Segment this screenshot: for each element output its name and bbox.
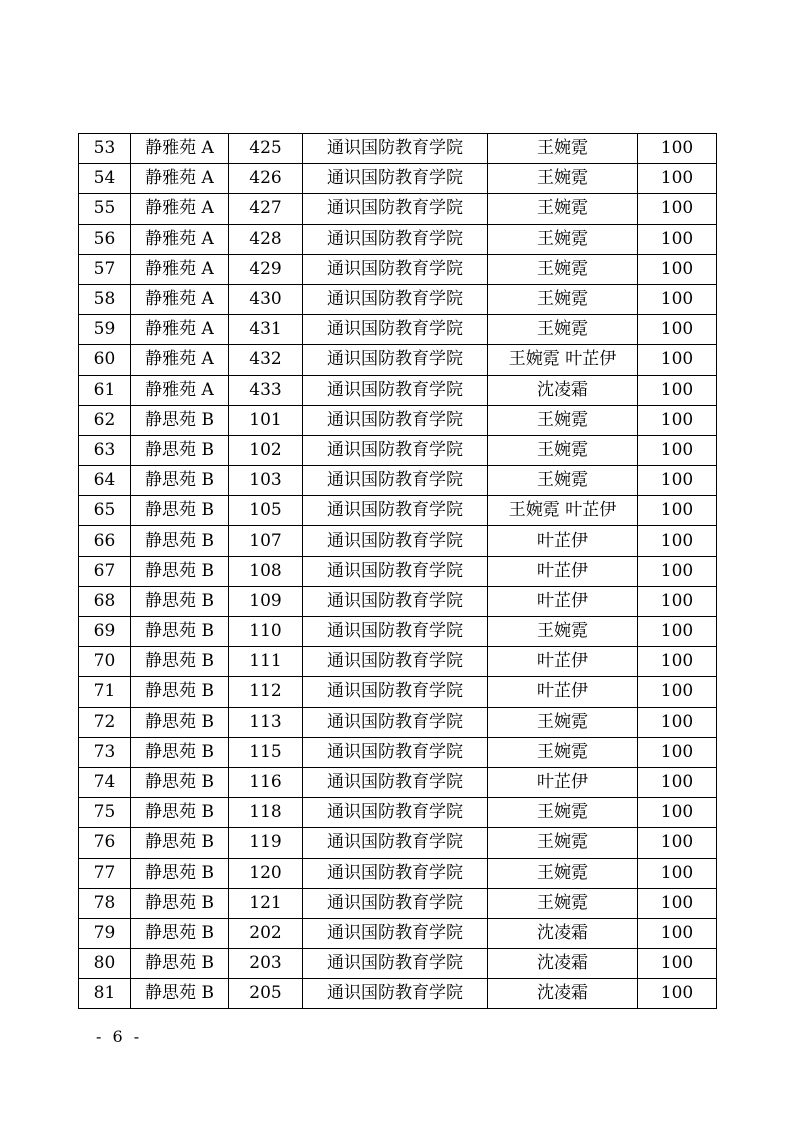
row-index-cell: 69 — [79, 617, 131, 647]
table-row — [79, 496, 717, 526]
building-cell: 静思苑 B — [131, 556, 229, 586]
inspector-cell: 王婉霓 — [488, 828, 638, 858]
room-number-cell: 105 — [229, 496, 303, 526]
score-cell: 100 — [638, 134, 717, 164]
building-cell: 静思苑 B — [131, 798, 229, 828]
inspector-cell: 王婉霓 — [488, 435, 638, 465]
room-number-cell: 203 — [229, 949, 303, 979]
college-cell: 通识国防教育学院 — [303, 617, 488, 647]
building-cell: 静思苑 B — [131, 526, 229, 556]
college-cell: 通识国防教育学院 — [303, 526, 488, 556]
table-row — [79, 828, 717, 858]
row-index-cell: 64 — [79, 466, 131, 496]
table-row — [79, 435, 717, 465]
row-index-cell: 79 — [79, 918, 131, 948]
building-cell: 静思苑 B — [131, 647, 229, 677]
table-row — [79, 617, 717, 647]
table-row — [79, 677, 717, 707]
college-cell: 通识国防教育学院 — [303, 949, 488, 979]
inspector-cell: 王婉霓 — [488, 134, 638, 164]
college-cell: 通识国防教育学院 — [303, 405, 488, 435]
score-cell: 100 — [638, 586, 717, 616]
inspector-cell: 叶芷伊 — [488, 767, 638, 797]
score-cell: 100 — [638, 979, 717, 1009]
building-cell: 静雅苑 A — [131, 315, 229, 345]
college-cell: 通识国防教育学院 — [303, 435, 488, 465]
college-cell: 通识国防教育学院 — [303, 194, 488, 224]
table-body — [79, 134, 717, 1009]
inspector-cell: 王婉霓 — [488, 284, 638, 314]
room-number-cell: 427 — [229, 194, 303, 224]
row-index-cell: 66 — [79, 526, 131, 556]
building-cell: 静思苑 B — [131, 949, 229, 979]
building-cell: 静思苑 B — [131, 828, 229, 858]
building-cell: 静思苑 B — [131, 586, 229, 616]
building-cell: 静思苑 B — [131, 617, 229, 647]
row-index-cell: 55 — [79, 194, 131, 224]
college-cell: 通识国防教育学院 — [303, 918, 488, 948]
row-index-cell: 73 — [79, 737, 131, 767]
score-cell: 100 — [638, 284, 717, 314]
inspector-cell: 王婉霓 — [488, 888, 638, 918]
table-row — [79, 315, 717, 345]
score-cell: 100 — [638, 435, 717, 465]
row-index-cell: 62 — [79, 405, 131, 435]
row-index-cell: 59 — [79, 315, 131, 345]
table-row — [79, 164, 717, 194]
row-index-cell: 61 — [79, 375, 131, 405]
table-row — [79, 224, 717, 254]
inspector-cell: 叶芷伊 — [488, 677, 638, 707]
room-number-cell: 101 — [229, 405, 303, 435]
table-row — [79, 647, 717, 677]
inspector-cell: 王婉霓 — [488, 466, 638, 496]
college-cell: 通识国防教育学院 — [303, 707, 488, 737]
score-cell: 100 — [638, 526, 717, 556]
row-index-cell: 57 — [79, 254, 131, 284]
table-row — [79, 949, 717, 979]
row-index-cell: 74 — [79, 767, 131, 797]
inspector-cell: 王婉霓 — [488, 194, 638, 224]
room-number-cell: 432 — [229, 345, 303, 375]
college-cell: 通识国防教育学院 — [303, 284, 488, 314]
building-cell: 静思苑 B — [131, 677, 229, 707]
room-number-cell: 426 — [229, 164, 303, 194]
table-row — [79, 345, 717, 375]
row-index-cell: 81 — [79, 979, 131, 1009]
room-number-cell: 425 — [229, 134, 303, 164]
room-number-cell: 112 — [229, 677, 303, 707]
table-row — [79, 526, 717, 556]
table-row — [79, 254, 717, 284]
college-cell: 通识国防教育学院 — [303, 254, 488, 284]
room-number-cell: 433 — [229, 375, 303, 405]
inspector-cell: 王婉霓 — [488, 405, 638, 435]
room-number-cell: 103 — [229, 466, 303, 496]
room-number-cell: 111 — [229, 647, 303, 677]
inspector-cell: 王婉霓 — [488, 707, 638, 737]
inspector-cell: 王婉霓 — [488, 315, 638, 345]
row-index-cell: 76 — [79, 828, 131, 858]
row-index-cell: 56 — [79, 224, 131, 254]
dormitory-score-table — [78, 133, 717, 1009]
row-index-cell: 54 — [79, 164, 131, 194]
college-cell: 通识国防教育学院 — [303, 496, 488, 526]
row-index-cell: 67 — [79, 556, 131, 586]
room-number-cell: 115 — [229, 737, 303, 767]
college-cell: 通识国防教育学院 — [303, 345, 488, 375]
row-index-cell: 63 — [79, 435, 131, 465]
score-cell: 100 — [638, 767, 717, 797]
building-cell: 静思苑 B — [131, 858, 229, 888]
table-row — [79, 858, 717, 888]
building-cell: 静思苑 B — [131, 496, 229, 526]
room-number-cell: 429 — [229, 254, 303, 284]
row-index-cell: 53 — [79, 134, 131, 164]
table-row — [79, 767, 717, 797]
room-number-cell: 113 — [229, 707, 303, 737]
score-cell: 100 — [638, 224, 717, 254]
building-cell: 静雅苑 A — [131, 345, 229, 375]
table-row — [79, 888, 717, 918]
college-cell: 通识国防教育学院 — [303, 466, 488, 496]
room-number-cell: 431 — [229, 315, 303, 345]
table-row — [79, 798, 717, 828]
score-cell: 100 — [638, 466, 717, 496]
room-number-cell: 119 — [229, 828, 303, 858]
score-cell: 100 — [638, 858, 717, 888]
score-cell: 100 — [638, 496, 717, 526]
room-number-cell: 120 — [229, 858, 303, 888]
inspector-cell: 王婉霓 — [488, 254, 638, 284]
page-number: - 6 - — [96, 1027, 143, 1046]
building-cell: 静思苑 B — [131, 707, 229, 737]
table-row — [79, 918, 717, 948]
room-number-cell: 205 — [229, 979, 303, 1009]
inspector-cell: 王婉霓 叶芷伊 — [488, 496, 638, 526]
room-number-cell: 102 — [229, 435, 303, 465]
room-number-cell: 430 — [229, 284, 303, 314]
room-number-cell: 121 — [229, 888, 303, 918]
inspector-cell: 王婉霓 — [488, 737, 638, 767]
college-cell: 通识国防教育学院 — [303, 224, 488, 254]
building-cell: 静雅苑 A — [131, 254, 229, 284]
college-cell: 通识国防教育学院 — [303, 315, 488, 345]
inspector-cell: 王婉霓 — [488, 164, 638, 194]
college-cell: 通识国防教育学院 — [303, 888, 488, 918]
score-cell: 100 — [638, 556, 717, 586]
score-cell: 100 — [638, 315, 717, 345]
inspector-cell: 叶芷伊 — [488, 556, 638, 586]
building-cell: 静思苑 B — [131, 979, 229, 1009]
score-cell: 100 — [638, 405, 717, 435]
room-number-cell: 108 — [229, 556, 303, 586]
row-index-cell: 71 — [79, 677, 131, 707]
room-number-cell: 118 — [229, 798, 303, 828]
room-number-cell: 202 — [229, 918, 303, 948]
inspector-cell: 沈凌霜 — [488, 979, 638, 1009]
score-cell: 100 — [638, 707, 717, 737]
inspector-cell: 王婉霓 — [488, 858, 638, 888]
row-index-cell: 60 — [79, 345, 131, 375]
row-index-cell: 80 — [79, 949, 131, 979]
building-cell: 静思苑 B — [131, 888, 229, 918]
college-cell: 通识国防教育学院 — [303, 979, 488, 1009]
table-row — [79, 737, 717, 767]
building-cell: 静雅苑 A — [131, 375, 229, 405]
score-cell: 100 — [638, 888, 717, 918]
score-cell: 100 — [638, 617, 717, 647]
score-cell: 100 — [638, 677, 717, 707]
inspector-cell: 王婉霓 — [488, 224, 638, 254]
college-cell: 通识国防教育学院 — [303, 737, 488, 767]
table-row — [79, 466, 717, 496]
building-cell: 静思苑 B — [131, 737, 229, 767]
inspector-cell: 叶芷伊 — [488, 647, 638, 677]
row-index-cell: 78 — [79, 888, 131, 918]
college-cell: 通识国防教育学院 — [303, 767, 488, 797]
score-cell: 100 — [638, 647, 717, 677]
table-row — [79, 707, 717, 737]
inspector-cell: 王婉霓 叶芷伊 — [488, 345, 638, 375]
college-cell: 通识国防教育学院 — [303, 828, 488, 858]
building-cell: 静思苑 B — [131, 405, 229, 435]
building-cell: 静雅苑 A — [131, 224, 229, 254]
college-cell: 通识国防教育学院 — [303, 134, 488, 164]
building-cell: 静思苑 B — [131, 435, 229, 465]
building-cell: 静思苑 B — [131, 466, 229, 496]
building-cell: 静雅苑 A — [131, 284, 229, 314]
college-cell: 通识国防教育学院 — [303, 164, 488, 194]
row-index-cell: 58 — [79, 284, 131, 314]
table-row — [79, 405, 717, 435]
score-cell: 100 — [638, 737, 717, 767]
score-cell: 100 — [638, 164, 717, 194]
row-index-cell: 68 — [79, 586, 131, 616]
score-cell: 100 — [638, 194, 717, 224]
row-index-cell: 72 — [79, 707, 131, 737]
building-cell: 静思苑 B — [131, 767, 229, 797]
room-number-cell: 110 — [229, 617, 303, 647]
inspector-cell: 王婉霓 — [488, 617, 638, 647]
score-cell: 100 — [638, 254, 717, 284]
score-cell: 100 — [638, 375, 717, 405]
college-cell: 通识国防教育学院 — [303, 798, 488, 828]
score-cell: 100 — [638, 828, 717, 858]
table-row — [79, 194, 717, 224]
table-row — [79, 375, 717, 405]
row-index-cell: 77 — [79, 858, 131, 888]
score-cell: 100 — [638, 798, 717, 828]
college-cell: 通识国防教育学院 — [303, 647, 488, 677]
college-cell: 通识国防教育学院 — [303, 858, 488, 888]
row-index-cell: 65 — [79, 496, 131, 526]
score-cell: 100 — [638, 949, 717, 979]
table-row — [79, 586, 717, 616]
inspector-cell: 叶芷伊 — [488, 526, 638, 556]
room-number-cell: 107 — [229, 526, 303, 556]
score-cell: 100 — [638, 918, 717, 948]
building-cell: 静雅苑 A — [131, 134, 229, 164]
row-index-cell: 75 — [79, 798, 131, 828]
building-cell: 静雅苑 A — [131, 194, 229, 224]
room-number-cell: 109 — [229, 586, 303, 616]
inspector-cell: 沈凌霜 — [488, 375, 638, 405]
college-cell: 通识国防教育学院 — [303, 375, 488, 405]
college-cell: 通识国防教育学院 — [303, 586, 488, 616]
college-cell: 通识国防教育学院 — [303, 677, 488, 707]
room-number-cell: 116 — [229, 767, 303, 797]
college-cell: 通识国防教育学院 — [303, 556, 488, 586]
room-number-cell: 428 — [229, 224, 303, 254]
building-cell: 静思苑 B — [131, 918, 229, 948]
table-row — [79, 134, 717, 164]
inspector-cell: 王婉霓 — [488, 798, 638, 828]
inspector-cell: 沈凌霜 — [488, 918, 638, 948]
inspector-cell: 沈凌霜 — [488, 949, 638, 979]
row-index-cell: 70 — [79, 647, 131, 677]
inspector-cell: 叶芷伊 — [488, 586, 638, 616]
building-cell: 静雅苑 A — [131, 164, 229, 194]
table-row — [79, 979, 717, 1009]
table-row — [79, 284, 717, 314]
score-cell: 100 — [638, 345, 717, 375]
table-row — [79, 556, 717, 586]
